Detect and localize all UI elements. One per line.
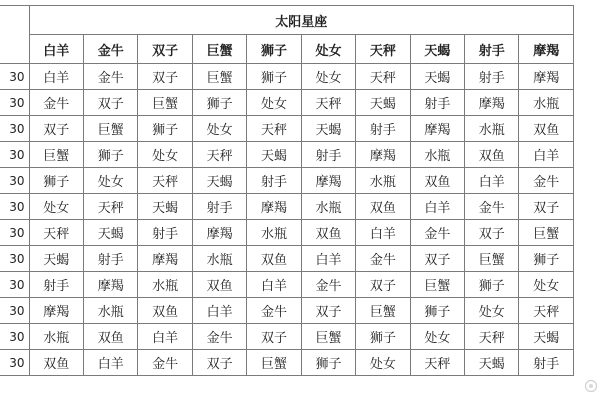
- column-header-row: [0, 35, 574, 64]
- watermark-icon: [584, 379, 598, 393]
- sign-cell: 金牛: [138, 350, 192, 376]
- sign-cell: 水瓶: [465, 116, 519, 142]
- sign-cell: 水瓶: [138, 272, 192, 298]
- date-range-cell: 30: [0, 64, 29, 90]
- sign-cell: 狮子: [519, 246, 574, 272]
- sign-cell: 白羊: [247, 272, 301, 298]
- sign-cell: 天秤: [410, 350, 464, 376]
- date-range-cell: 30: [0, 298, 29, 324]
- sign-cell: 处女: [83, 168, 137, 194]
- sign-cell: 天秤: [465, 324, 519, 350]
- sign-cell: 巨蟹: [247, 350, 301, 376]
- sign-cell: 天蝎: [138, 194, 192, 220]
- sign-cell: 金牛: [301, 272, 355, 298]
- sign-cell: 白羊: [410, 194, 464, 220]
- sign-cell: 天蝎: [519, 324, 574, 350]
- date-range-cell: 30: [0, 350, 29, 376]
- date-range-cell: 30: [0, 194, 29, 220]
- sign-cell: 处女: [519, 272, 574, 298]
- sign-cell: 射手: [247, 168, 301, 194]
- table-row: [0, 220, 574, 246]
- table-row: [0, 194, 574, 220]
- date-range-cell: 30: [0, 90, 29, 116]
- sign-cell: 天秤: [192, 142, 246, 168]
- sign-cell: 白羊: [301, 246, 355, 272]
- sign-cell: 金牛: [83, 64, 137, 90]
- table-row: [0, 350, 574, 376]
- sign-cell: 金牛: [519, 168, 574, 194]
- sign-cell: 双鱼: [465, 142, 519, 168]
- sign-cell: 双子: [29, 116, 83, 142]
- sign-cell: 巨蟹: [519, 220, 574, 246]
- column-header-4: 巨蟹: [192, 35, 246, 64]
- sign-cell: 双鱼: [301, 220, 355, 246]
- sign-cell: 巨蟹: [83, 116, 137, 142]
- sign-cell: 狮子: [465, 272, 519, 298]
- date-range-cell: 30: [0, 324, 29, 350]
- sign-cell: 狮子: [247, 64, 301, 90]
- date-range-cell: 30: [0, 116, 29, 142]
- sign-cell: 巨蟹: [138, 90, 192, 116]
- table-row: [0, 246, 574, 272]
- column-header-1: 白羊: [29, 35, 83, 64]
- date-range-cell: 30: [0, 168, 29, 194]
- sign-cell: 天蝎: [192, 168, 246, 194]
- sign-cell: 巨蟹: [192, 64, 246, 90]
- table-row: [0, 116, 574, 142]
- sign-cell: 射手: [192, 194, 246, 220]
- date-range-cell: 30: [0, 272, 29, 298]
- table-row: [0, 64, 574, 90]
- sign-cell: 水瓶: [410, 142, 464, 168]
- sign-cell: 双子: [138, 64, 192, 90]
- sign-cell: 狮子: [29, 168, 83, 194]
- column-header-8: 天蝎: [410, 35, 464, 64]
- sun-sign-group-header: 太阳星座: [29, 6, 573, 35]
- sign-cell: 摩羯: [356, 142, 410, 168]
- sign-cell: 水瓶: [356, 168, 410, 194]
- column-header-5: 狮子: [247, 35, 301, 64]
- sign-cell: 处女: [356, 350, 410, 376]
- sign-cell: 射手: [410, 90, 464, 116]
- sign-cell: 射手: [356, 116, 410, 142]
- sign-cell: 天蝎: [29, 246, 83, 272]
- sign-cell: 天秤: [138, 168, 192, 194]
- corner-header-cell: [0, 6, 29, 64]
- sign-cell: 金牛: [356, 246, 410, 272]
- sign-cell: 巨蟹: [301, 324, 355, 350]
- sign-cell: 射手: [29, 272, 83, 298]
- sign-cell: 双子: [519, 194, 574, 220]
- sign-cell: 金牛: [410, 220, 464, 246]
- sign-cell: 摩羯: [519, 64, 574, 90]
- sign-cell: 白羊: [519, 142, 574, 168]
- sign-cell: 金牛: [192, 324, 246, 350]
- column-header-7: 天秤: [356, 35, 410, 64]
- sign-cell: 摩羯: [465, 90, 519, 116]
- sign-cell: 水瓶: [83, 298, 137, 324]
- sign-cell: 金牛: [29, 90, 83, 116]
- sign-cell: 射手: [301, 142, 355, 168]
- column-header-10: 摩羯: [519, 35, 574, 64]
- sign-cell: 天蝎: [465, 350, 519, 376]
- sign-cell: 摩羯: [138, 246, 192, 272]
- date-range-cell: 30: [0, 246, 29, 272]
- sign-cell: 摩羯: [83, 272, 137, 298]
- sign-cell: 射手: [519, 350, 574, 376]
- sign-cell: 狮子: [138, 116, 192, 142]
- sign-cell: 双鱼: [83, 324, 137, 350]
- sign-cell: 摩羯: [301, 168, 355, 194]
- sign-cell: 双鱼: [356, 194, 410, 220]
- sign-cell: 巨蟹: [29, 142, 83, 168]
- sign-cell: 天秤: [29, 220, 83, 246]
- sign-cell: 双子: [356, 272, 410, 298]
- table-row: [0, 298, 574, 324]
- sign-cell: 白羊: [356, 220, 410, 246]
- sign-cell: 处女: [29, 194, 83, 220]
- sign-cell: 双鱼: [29, 350, 83, 376]
- sign-cell: 处女: [247, 90, 301, 116]
- sign-cell: 双子: [301, 298, 355, 324]
- sign-cell: 狮子: [192, 90, 246, 116]
- table-row: [0, 324, 574, 350]
- sign-cell: 巨蟹: [465, 246, 519, 272]
- sign-cell: 双鱼: [410, 168, 464, 194]
- sign-cell: 双子: [83, 90, 137, 116]
- sign-cell: 天秤: [519, 298, 574, 324]
- sign-cell: 摩羯: [247, 194, 301, 220]
- sign-cell: 白羊: [83, 350, 137, 376]
- sign-cell: 天秤: [83, 194, 137, 220]
- sign-cell: 白羊: [192, 298, 246, 324]
- sign-cell: 天秤: [247, 116, 301, 142]
- sign-cell: 白羊: [465, 168, 519, 194]
- sign-cell: 摩羯: [192, 220, 246, 246]
- sign-cell: 水瓶: [301, 194, 355, 220]
- sign-cell: 天蝎: [356, 90, 410, 116]
- sign-cell: 双鱼: [247, 246, 301, 272]
- sign-cell: 天秤: [301, 90, 355, 116]
- zodiac-table: [0, 5, 574, 376]
- sign-cell: 处女: [301, 64, 355, 90]
- sign-cell: 处女: [138, 142, 192, 168]
- sign-cell: 金牛: [465, 194, 519, 220]
- table-row: [0, 272, 574, 298]
- column-header-9: 射手: [465, 35, 519, 64]
- sign-cell: 双鱼: [138, 298, 192, 324]
- sign-cell: 处女: [410, 324, 464, 350]
- sign-cell: 双子: [192, 350, 246, 376]
- sign-cell: 天蝎: [410, 64, 464, 90]
- sign-cell: 金牛: [247, 298, 301, 324]
- column-header-6: 处女: [301, 35, 355, 64]
- sign-cell: 水瓶: [519, 90, 574, 116]
- sign-cell: 射手: [465, 64, 519, 90]
- sign-cell: 双鱼: [192, 272, 246, 298]
- sign-cell: 处女: [192, 116, 246, 142]
- sign-cell: 双子: [465, 220, 519, 246]
- sign-cell: 双子: [410, 246, 464, 272]
- sign-cell: 天秤: [356, 64, 410, 90]
- sign-cell: 射手: [83, 246, 137, 272]
- sign-cell: 水瓶: [247, 220, 301, 246]
- table-row: [0, 142, 574, 168]
- sign-cell: 白羊: [29, 64, 83, 90]
- sign-cell: 巨蟹: [410, 272, 464, 298]
- table-row: [0, 90, 574, 116]
- table-row: [0, 168, 574, 194]
- sign-cell: 天蝎: [83, 220, 137, 246]
- sign-cell: 天蝎: [247, 142, 301, 168]
- date-range-cell: 30: [0, 142, 29, 168]
- sign-cell: 狮子: [410, 298, 464, 324]
- column-header-3: 双子: [138, 35, 192, 64]
- sign-cell: 射手: [138, 220, 192, 246]
- sign-cell: 摩羯: [410, 116, 464, 142]
- sign-cell: 狮子: [356, 324, 410, 350]
- table-body: [0, 64, 574, 376]
- sign-cell: 狮子: [301, 350, 355, 376]
- column-header-2: 金牛: [83, 35, 137, 64]
- sign-cell: 水瓶: [192, 246, 246, 272]
- sign-cell: 白羊: [138, 324, 192, 350]
- sign-cell: 巨蟹: [356, 298, 410, 324]
- watermark-logo: [584, 379, 598, 396]
- sign-cell: 狮子: [83, 142, 137, 168]
- date-range-cell: 30: [0, 220, 29, 246]
- sign-cell: 摩羯: [29, 298, 83, 324]
- sign-cell: 双子: [247, 324, 301, 350]
- sign-cell: 双鱼: [519, 116, 574, 142]
- sign-cell: 水瓶: [29, 324, 83, 350]
- sign-cell: 处女: [465, 298, 519, 324]
- sign-cell: 天蝎: [301, 116, 355, 142]
